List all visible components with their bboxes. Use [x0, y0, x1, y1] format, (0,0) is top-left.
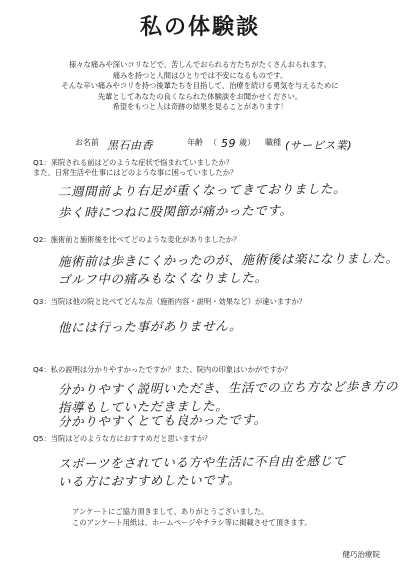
answer-2-line-1: 施術前は歩きにくかったのが、施術後は楽になりました。	[57, 250, 399, 269]
age-label: 年齢	[187, 138, 203, 147]
question-line: Q5：当院はどのような方におすすめだと思いますか？	[33, 434, 212, 443]
answer-2-line-2: ゴルフ中の痛みもなくなりました。	[57, 269, 268, 287]
intro-line: 様々な痛みや深いコリなどで、苦しんでおられる方たちがたくさんおられます。	[69, 60, 331, 69]
answer-1-line-2: 歩く時につねに股関節が痛かったです。	[57, 202, 293, 220]
question-line: Q4：私の説明は分かりやすかったですか？また、院内の印象はいかがですか？	[33, 365, 292, 374]
footer-line: アンケートにご協力頂きまして、ありがとうございました。	[72, 507, 269, 516]
page-title: 私の体験談	[139, 15, 260, 40]
intro-line: そんな辛い痛みやコリを持つ後輩たちを目指して、治療を続ける勇気を与えるために	[61, 81, 339, 91]
answer-1-line-1: 二週間前より右足が重くなってきておりました。	[57, 180, 347, 199]
answer-4-line-1: 分かりやすく説明いただき、生活での立ち方など歩き方の	[57, 378, 399, 397]
job-label: 職種	[265, 138, 281, 147]
question-4	[33, 365, 291, 375]
age-value: 59	[221, 137, 236, 150]
question-line: Q3：当院は他の院と比べてどんな点（施術内容・説明・効果など）が違いますか？	[33, 297, 307, 306]
answer-4-line-3: 分かりやすくとても良かったです。	[57, 411, 267, 429]
intro-line: 痛みを持つと人間はひとりでは不安になるものです。	[112, 70, 288, 80]
answer-5-line-2: いる方におすすめしたいです。	[57, 472, 241, 489]
question-3	[33, 297, 306, 307]
intro-line: 先輩としてあなたの良くなられた体験談をお聞かせください。	[97, 91, 303, 101]
name-label: お名前	[75, 138, 99, 147]
intro-text	[10, 60, 390, 113]
intro-line: 希望をもつと人は奇跡の結果を見ることがあります！	[112, 102, 288, 112]
profile-row	[75, 133, 395, 151]
footer-line: このアンケート用紙は、ホームページやチラシ等に掲載させて頂きます。	[72, 518, 312, 527]
question-2	[33, 235, 240, 245]
age-open: （	[209, 138, 217, 147]
job-value: (サービス業)	[285, 139, 353, 152]
question-line: Q2：施術前と施術後を比べてどのような変化がありましたか？	[33, 235, 241, 244]
clinic-name: 健巧治療院	[342, 550, 380, 559]
answer-3-line-1: 他には行った事がありません。	[57, 318, 243, 335]
answer-5-line-1: スポーツをされている方や生活に不自由を感じて	[57, 452, 346, 471]
answer-4-line-2: 指導もしていただきました。	[57, 398, 229, 415]
name-value: 黒石由香	[107, 139, 153, 152]
footer-note	[72, 506, 312, 528]
question-line: Q1：来院される前はどのような症状で悩まれていましたか？	[33, 158, 234, 167]
question-1	[33, 158, 237, 178]
question-5	[33, 434, 211, 444]
question-line: また、日常生活や仕事にはどのような事に困っていましたか？	[33, 168, 238, 177]
age-unit: 歳）	[239, 138, 255, 147]
